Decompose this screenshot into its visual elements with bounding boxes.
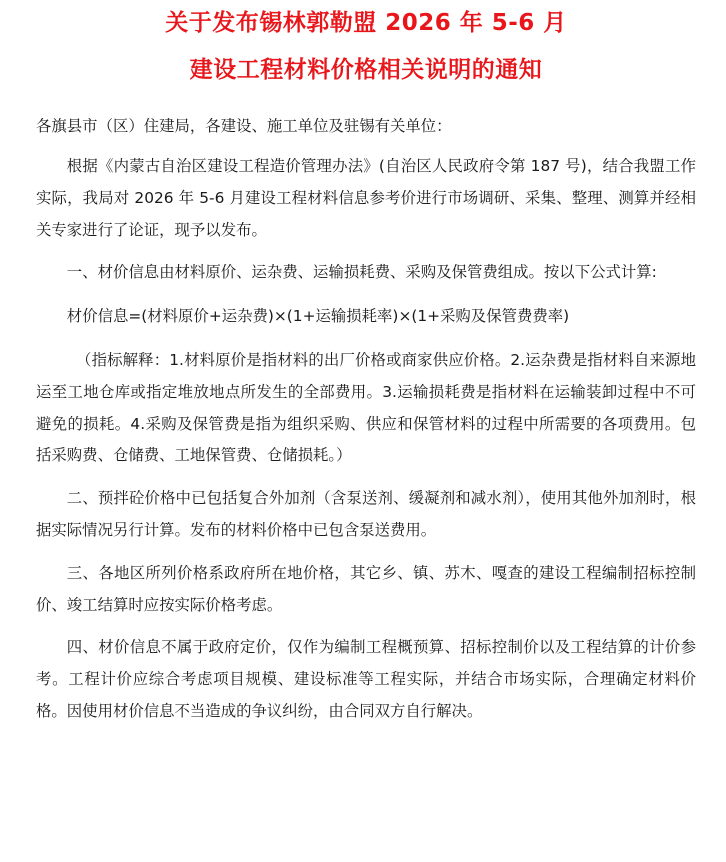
paragraph-formula: 材价信息=(材料原价+运杂费)×(1+运输损耗率)×(1+采购及保管费费率) [66,307,570,326]
paragraph-item-3: 三、各地区所列价格系政府所在地价格，其它乡、镇、苏木、嘎查的建设工程编制招标控制价、竣工结算时应按实际价格考虑。 [36,563,696,614]
salutation: 各旗县市（区）住建局，各建设、施工单位及驻锡有关单位： [36,117,452,135]
paragraph-item-4: 四、材价信息不属于政府定价，仅作为编制工程概预算、招标控制价以及工程结算的计价参考。工程计价应综合考虑项目规模、建设标准等工程实际，并结合市场实际，合理确定材料价格。因使用材价信息不当造成的争议纠纷，由合同双方自行解决。 [36,638,696,720]
paragraph-item-1: 一、材价信息由材料原价、运杂费、运输损耗费、采购及保管费组成。按以下公式计算: [66,263,657,282]
title-line-1: 关于发布锡林郭勒盟 2026 年 5-6 月 [165,10,567,36]
paragraph-indicator-note: （指标解释：1.材料原价是指材料的出厂价格或商家供应价格。2.运杂费是指材料自来源地运至工地仓库或指定堆放地点所发生的全部费用。3.运输损耗费是指材料在运输装卸过程中不可避免的损耗。4.采购及保管费是指为组织采购、供应和保管材料的过程中所需要的各项费用。包括采购费、仓储费、工地保管费、仓储损耗。） [36,350,696,465]
paragraph-item-2: 二、预拌砼价格中已包括复合外加剂（含泵送剂、缓凝剂和减水剂），使用其他外加剂时，根据实际情况另行计算。发布的材料价格中已包含泵送费用。 [36,489,696,539]
title-line-2: 建设工程材料价格相关说明的通知 [189,57,543,83]
paragraph-basis: 根据《内蒙古自治区建设工程造价管理办法》(自治区人民政府令第 187 号)，结合我盟工作实际，我局对 2026 年 5-6 月建设工程材料信息参考价进行市场调研、采集、整理、测算并经相关专家进行了论证，现予以发布。 [36,157,696,239]
